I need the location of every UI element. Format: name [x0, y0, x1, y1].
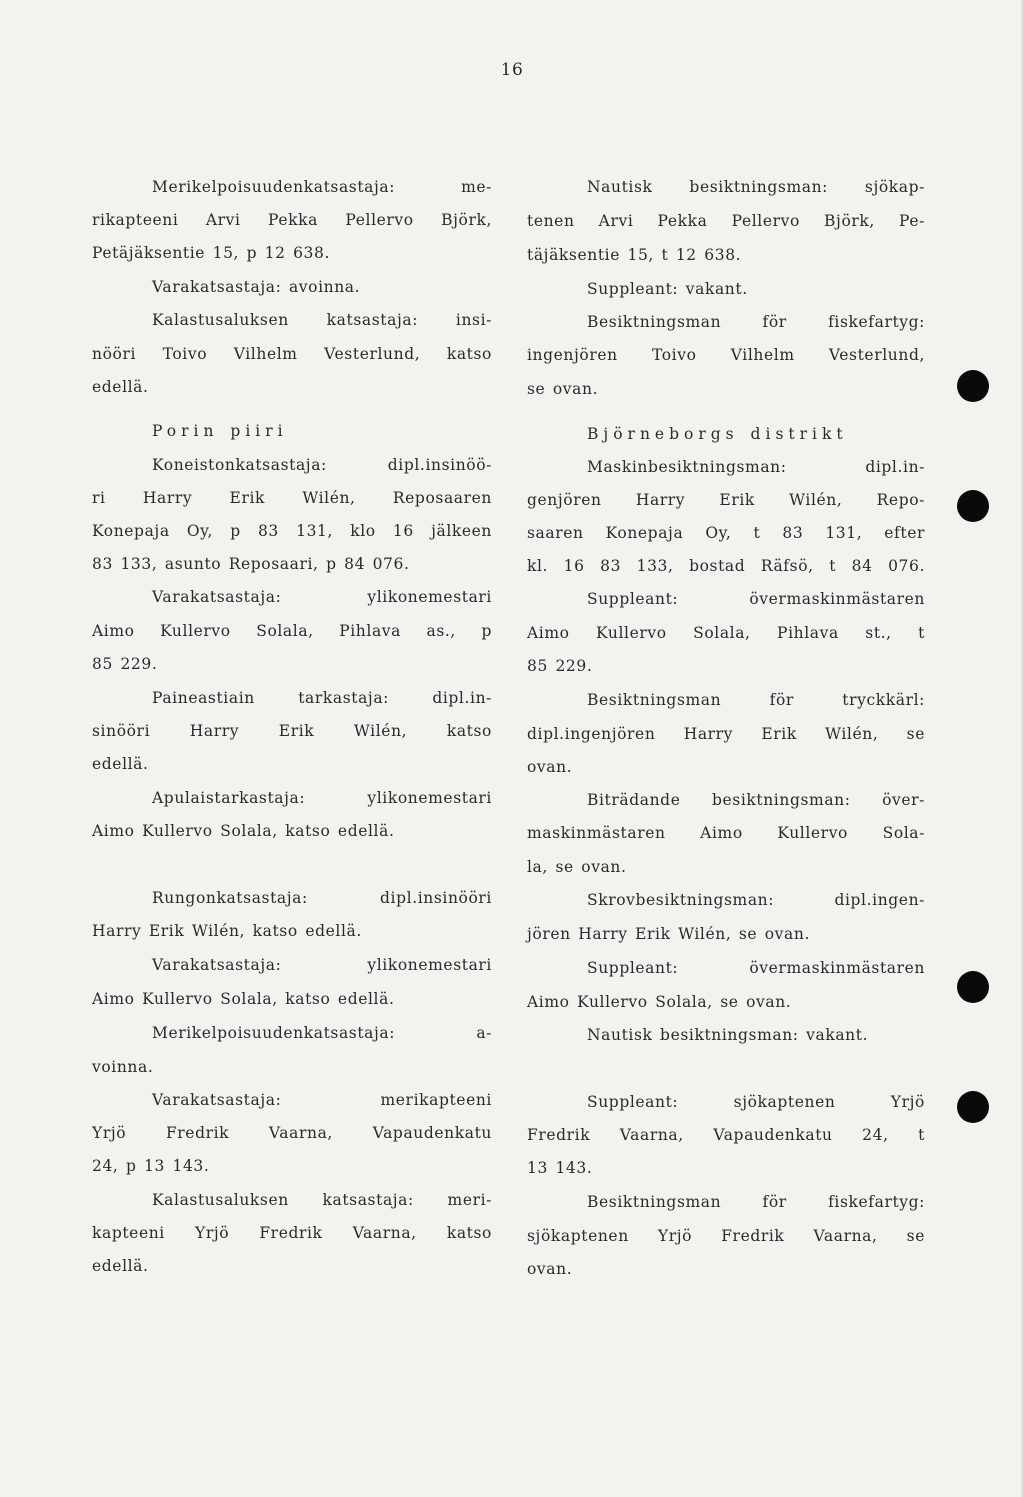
text-line: Aimo Kullervo Solala, Pihlava st., t	[527, 624, 925, 642]
text-line: Yrjö Fredrik Vaarna, Vapaudenkatu	[92, 1124, 492, 1142]
text-line: Fredrik Vaarna, Vapaudenkatu 24, t	[527, 1126, 925, 1144]
text-line: maskinmästaren Aimo Kullervo Sola-	[527, 824, 925, 842]
text-line: Nautisk besiktningsman: sjökap-	[587, 178, 925, 196]
text-line: Kalastusaluksen katsastaja: insi-	[152, 311, 492, 329]
text-line: sjökaptenen Yrjö Fredrik Vaarna, se	[527, 1227, 925, 1245]
text-line: Suppleant: vakant.	[587, 280, 748, 298]
text-line: se ovan.	[527, 380, 599, 398]
text-line: nööri Toivo Vilhelm Vesterlund, katso	[92, 345, 492, 363]
text-line: saaren Konepaja Oy, t 83 131, efter	[527, 524, 925, 542]
punch-hole	[957, 490, 989, 522]
text-line: Koneistonkatsastaja: dipl.insinöö-	[152, 456, 492, 474]
text-line: sinööri Harry Erik Wilén, katso	[92, 722, 492, 740]
text-line: Besiktningsman för tryckkärl:	[587, 691, 925, 709]
text-line: Skrovbesiktningsman: dipl.ingen-	[587, 891, 925, 909]
text-line: Varakatsastaja: ylikonemestari	[152, 588, 492, 606]
text-line: Konepaja Oy, p 83 131, klo 16 jälkeen	[92, 522, 492, 540]
text-line: kapteeni Yrjö Fredrik Vaarna, katso	[92, 1224, 492, 1242]
text-line: kl. 16 83 133, bostad Räfsö, t 84 076.	[527, 557, 925, 575]
text-line: Aimo Kullervo Solala, katso edellä.	[92, 822, 395, 840]
text-line: Suppleant: övermaskinmästaren	[587, 959, 925, 977]
text-line: 24, p 13 143.	[92, 1157, 210, 1175]
text-line: Merikelpoisuudenkatsastaja: me-	[152, 178, 492, 196]
text-line: Apulaistarkastaja: ylikonemestari	[152, 789, 492, 807]
text-line: Merikelpoisuudenkatsastaja: a-	[152, 1024, 492, 1042]
text-line: la, se ovan.	[527, 858, 627, 876]
text-line: Aimo Kullervo Solala, Pihlava as., p	[92, 622, 492, 640]
text-line: Nautisk besiktningsman: vakant.	[587, 1026, 869, 1044]
text-line: voinna.	[92, 1058, 154, 1076]
text-line: ri Harry Erik Wilén, Reposaaren	[92, 489, 492, 507]
text-line: Harry Erik Wilén, katso edellä.	[92, 922, 362, 940]
text-line: Suppleant: övermaskinmästaren	[587, 590, 925, 608]
text-line: dipl.ingenjören Harry Erik Wilén, se	[527, 725, 925, 743]
text-line: Besiktningsman för fiskefartyg:	[587, 1193, 925, 1211]
district-heading: Porin piiri	[152, 422, 288, 440]
text-line: edellä.	[92, 755, 149, 773]
text-line: genjören Harry Erik Wilén, Repo-	[527, 491, 925, 509]
text-line: 83 133, asunto Reposaari, p 84 076.	[92, 555, 410, 573]
text-line: Varakatsastaja: merikapteeni	[152, 1091, 492, 1109]
district-heading: Björneborgs distrikt	[587, 425, 848, 443]
text-line: Maskinbesiktningsman: dipl.in-	[587, 458, 925, 476]
text-line: Suppleant: sjökaptenen Yrjö	[587, 1093, 925, 1111]
text-line: Varakatsastaja: ylikonemestari	[152, 956, 492, 974]
page-number: 16	[500, 60, 524, 80]
text-line: edellä.	[92, 1257, 149, 1275]
text-line: Varakatsastaja: avoinna.	[152, 278, 361, 296]
text-line: Rungonkatsastaja: dipl.insinööri	[152, 889, 492, 907]
text-line: ingenjören Toivo Vilhelm Vesterlund,	[527, 346, 925, 364]
text-line: Aimo Kullervo Solala, katso edellä.	[92, 990, 395, 1008]
text-line: edellä.	[92, 378, 149, 396]
punch-hole	[957, 370, 989, 402]
text-line: Petäjäksentie 15, p 12 638.	[92, 244, 330, 262]
text-line: 13 143.	[527, 1159, 593, 1177]
text-line: jören Harry Erik Wilén, se ovan.	[527, 925, 810, 943]
text-line: tenen Arvi Pekka Pellervo Björk, Pe-	[527, 212, 925, 230]
text-line: Besiktningsman för fiskefartyg:	[587, 313, 925, 331]
text-line: rikapteeni Arvi Pekka Pellervo Björk,	[92, 211, 492, 229]
text-line: ovan.	[527, 758, 573, 776]
punch-hole	[957, 1091, 989, 1123]
text-line: Aimo Kullervo Solala, se ovan.	[527, 993, 792, 1011]
text-line: 85 229.	[92, 655, 158, 673]
text-line: Biträdande besiktningsman: över-	[587, 791, 925, 809]
text-line: täjäksentie 15, t 12 638.	[527, 246, 742, 264]
text-line: Paineastiain tarkastaja: dipl.in-	[152, 689, 492, 707]
text-line: 85 229.	[527, 657, 593, 675]
punch-hole	[957, 971, 989, 1003]
text-line: ovan.	[527, 1260, 573, 1278]
text-line: Kalastusaluksen katsastaja: meri-	[152, 1191, 492, 1209]
